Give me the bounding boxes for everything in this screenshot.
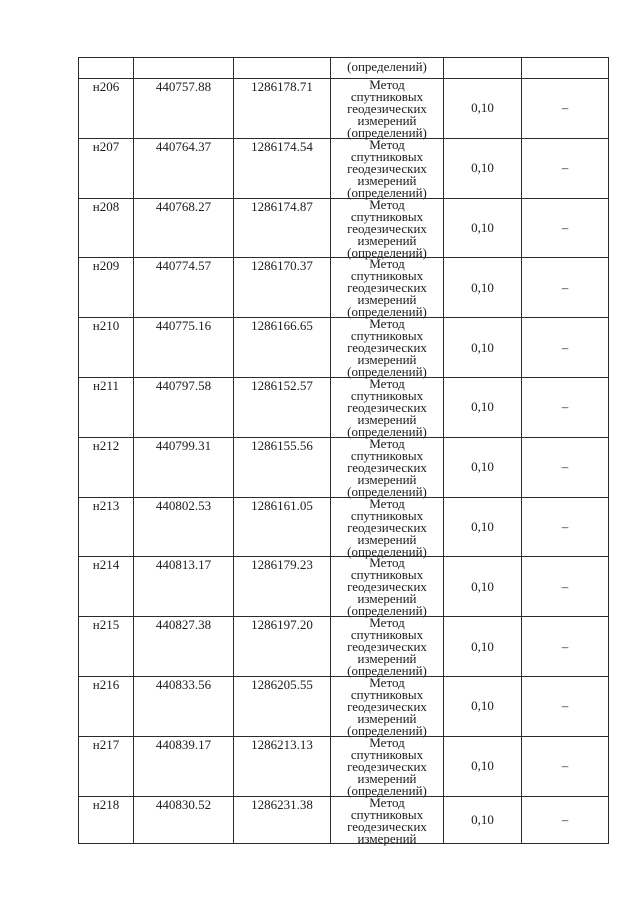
y-coordinate-text: 1286174.54: [251, 138, 313, 154]
method-cell: [330, 736, 443, 796]
y-coordinate-cell: [233, 497, 330, 557]
accuracy-text: 0,10: [471, 459, 494, 475]
y-coordinate-cell: [233, 676, 330, 736]
method-cell: [330, 198, 443, 258]
x-coordinate-cell: [133, 676, 233, 736]
method-text: Метод спутниковых геодезических измерений (определений): [347, 316, 427, 380]
note-cell: [521, 796, 608, 843]
y-coordinate-cell: [233, 796, 330, 843]
x-coordinate-text: 440774.57: [155, 258, 212, 274]
y-coordinate-cell: [233, 556, 330, 616]
x-coordinate-text: 440830.52: [155, 796, 212, 812]
accuracy-text: 0,10: [471, 638, 494, 654]
note-text: –: [561, 279, 569, 295]
point-number-text: н213: [92, 497, 120, 513]
note-cell: [521, 377, 608, 437]
x-coordinate-text: 440827.38: [155, 617, 212, 633]
table-row: [78, 377, 608, 437]
method-text: Метод спутниковых геодезических измерений (определений): [347, 196, 427, 260]
accuracy-cell: [443, 437, 521, 497]
method-cell: [330, 138, 443, 198]
note-cell: [521, 437, 608, 497]
method-text: (определений): [347, 59, 427, 74]
x-coordinate-text: 440764.37: [155, 138, 212, 154]
x-coordinate-cell: [133, 796, 233, 843]
method-cell: [330, 794, 443, 846]
point-number-cell: [78, 138, 133, 198]
accuracy-cell: [443, 257, 521, 317]
accuracy-text: 0,10: [471, 100, 494, 116]
table-row: [78, 256, 608, 320]
point-number-cell: [78, 556, 133, 616]
accuracy-cell: [443, 616, 521, 676]
note-text: –: [561, 100, 569, 116]
note-cell: [521, 497, 608, 557]
point-number-text: н216: [92, 676, 120, 692]
table-row: [78, 78, 608, 138]
method-cell: [330, 437, 443, 497]
table-row: [78, 497, 608, 557]
point-number-cell: [78, 676, 133, 736]
method-cell: [330, 377, 443, 437]
accuracy-cell: [443, 736, 521, 796]
y-coordinate-text: 1286205.55: [251, 676, 313, 692]
x-coordinate-cell: [133, 317, 233, 377]
table-row: [78, 676, 608, 736]
coordinates-table: [78, 57, 609, 844]
y-coordinate-text: 1286174.87: [251, 198, 313, 214]
x-coordinate-cell: [133, 497, 233, 557]
note-cell: [521, 257, 608, 317]
accuracy-text: 0,10: [471, 219, 494, 235]
note-cell: [521, 138, 608, 198]
note-text: –: [561, 219, 569, 235]
x-coordinate-text: 440797.58: [155, 377, 212, 393]
note-text: –: [561, 399, 569, 415]
x-coordinate-text: 440839.17: [155, 736, 212, 752]
x-coordinate-cell: [133, 736, 233, 796]
note-text: –: [561, 638, 569, 654]
point-number-text: н215: [92, 617, 120, 633]
point-number-text: н212: [92, 437, 120, 453]
accuracy-text: 0,10: [471, 279, 494, 295]
method-text: Метод спутниковых геодезических измерений: [347, 794, 427, 846]
method-text: Метод спутниковых геодезических измерений (определений): [347, 674, 427, 738]
point-number-text: н214: [92, 557, 120, 573]
table-row: [78, 736, 608, 796]
x-coordinate-cell: [133, 198, 233, 258]
note-text: –: [561, 339, 569, 355]
method-text: Метод спутниковых геодезических измерений (определений): [347, 136, 427, 200]
method-cell: [330, 57, 443, 78]
method-text: Метод спутниковых геодезических измерений (определений): [347, 256, 427, 320]
y-coordinate-cell: [233, 616, 330, 676]
x-coordinate-text: 440775.16: [155, 318, 212, 334]
y-coordinate-text: 1286161.05: [251, 497, 313, 513]
note-text: –: [561, 811, 569, 827]
point-number-cell: [78, 497, 133, 557]
x-coordinate-text: 440802.53: [155, 497, 212, 513]
accuracy-cell: [443, 198, 521, 258]
point-number-cell: [78, 78, 133, 138]
accuracy-cell: [443, 57, 521, 78]
accuracy-cell: [443, 676, 521, 736]
method-text: Метод спутниковых геодезических измерений (определений): [347, 435, 427, 499]
point-number-text: н210: [92, 318, 120, 334]
y-coordinate-cell: [233, 437, 330, 497]
accuracy-text: 0,10: [471, 399, 494, 415]
note-text: –: [561, 578, 569, 594]
point-number-text: н217: [92, 736, 120, 752]
point-number-cell: [78, 437, 133, 497]
point-number-text: н207: [92, 138, 120, 154]
table-row: [78, 437, 608, 497]
y-coordinate-text: 1286166.65: [251, 318, 313, 334]
point-number-cell: [78, 796, 133, 843]
method-text: Метод спутниковых геодезических измерений (определений): [347, 77, 427, 140]
note-cell: [521, 676, 608, 736]
y-coordinate-cell: [233, 377, 330, 437]
point-number-text: н218: [92, 796, 120, 812]
x-coordinate-text: 440768.27: [155, 198, 212, 214]
table-row: [78, 615, 608, 679]
method-text: Метод спутниковых геодезических измерений (определений): [347, 734, 427, 798]
point-number-cell: [78, 57, 133, 78]
note-text: –: [561, 160, 569, 176]
y-coordinate-cell: [233, 57, 330, 78]
note-cell: [521, 317, 608, 377]
table-row: [78, 316, 608, 380]
y-coordinate-cell: [233, 257, 330, 317]
x-coordinate-cell: [133, 556, 233, 616]
accuracy-text: 0,10: [471, 758, 494, 774]
method-text: Метод спутниковых геодезических измерений (определений): [347, 495, 427, 559]
y-coordinate-text: 1286231.38: [251, 796, 313, 812]
accuracy-cell: [443, 78, 521, 138]
method-cell: [330, 676, 443, 736]
y-coordinate-text: 1286155.56: [251, 437, 313, 453]
x-coordinate-text: 440813.17: [155, 557, 212, 573]
point-number-text: н206: [92, 79, 120, 94]
note-text: –: [561, 459, 569, 475]
y-coordinate-text: 1286197.20: [251, 617, 313, 633]
table-row: [78, 138, 608, 198]
y-coordinate-text: 1286213.13: [251, 736, 313, 752]
method-text: Метод спутниковых геодезических измерений (определений): [347, 375, 427, 439]
method-cell: [330, 615, 443, 679]
x-coordinate-cell: [133, 437, 233, 497]
x-coordinate-cell: [133, 616, 233, 676]
x-coordinate-cell: [133, 138, 233, 198]
y-coordinate-text: 1286170.37: [251, 258, 313, 274]
x-coordinate-cell: [133, 57, 233, 78]
y-coordinate-text: 1286152.57: [251, 377, 313, 393]
note-text: –: [561, 698, 569, 714]
x-coordinate-text: 440833.56: [155, 676, 212, 692]
y-coordinate-text: 1286179.23: [251, 557, 313, 573]
note-text: –: [561, 518, 569, 534]
point-number-cell: [78, 257, 133, 317]
accuracy-text: 0,10: [471, 339, 494, 355]
accuracy-text: 0,10: [471, 160, 494, 176]
accuracy-cell: [443, 556, 521, 616]
note-cell: [521, 556, 608, 616]
accuracy-text: 0,10: [471, 811, 494, 827]
accuracy-cell: [443, 138, 521, 198]
note-cell: [521, 198, 608, 258]
accuracy-cell: [443, 317, 521, 377]
note-cell: [521, 736, 608, 796]
y-coordinate-cell: [233, 138, 330, 198]
x-coordinate-cell: [133, 257, 233, 317]
method-cell: [330, 256, 443, 320]
x-coordinate-cell: [133, 377, 233, 437]
point-number-cell: [78, 198, 133, 258]
method-text: Метод спутниковых геодезических измерений (определений): [347, 555, 427, 619]
point-number-text: н209: [92, 258, 120, 274]
note-cell: [521, 616, 608, 676]
point-number-cell: [78, 377, 133, 437]
x-coordinate-text: 440799.31: [155, 437, 212, 453]
method-cell: [330, 78, 443, 138]
method-text: Метод спутниковых геодезических измерений (определений): [347, 615, 427, 679]
point-number-text: н211: [93, 377, 119, 393]
point-number-cell: [78, 317, 133, 377]
x-coordinate-cell: [133, 78, 233, 138]
note-cell: [521, 57, 608, 78]
accuracy-text: 0,10: [471, 518, 494, 534]
table-row: [78, 555, 608, 619]
accuracy-cell: [443, 497, 521, 557]
note-text: –: [561, 758, 569, 774]
method-cell: [330, 316, 443, 380]
accuracy-cell: [443, 377, 521, 437]
y-coordinate-cell: [233, 317, 330, 377]
x-coordinate-text: 440757.88: [155, 79, 212, 94]
point-number-cell: [78, 736, 133, 796]
method-cell: [330, 497, 443, 557]
y-coordinate-cell: [233, 198, 330, 258]
table-row: [78, 794, 608, 846]
y-coordinate-cell: [233, 78, 330, 138]
accuracy-text: 0,10: [471, 698, 494, 714]
method-cell: [330, 555, 443, 619]
note-cell: [521, 78, 608, 138]
continued-table-row: [78, 57, 608, 78]
y-coordinate-text: 1286178.71: [251, 79, 313, 94]
accuracy-text: 0,10: [471, 578, 494, 594]
point-number-cell: [78, 616, 133, 676]
accuracy-cell: [443, 796, 521, 843]
table-row: [78, 198, 608, 258]
point-number-text: н208: [92, 198, 120, 214]
y-coordinate-cell: [233, 736, 330, 796]
